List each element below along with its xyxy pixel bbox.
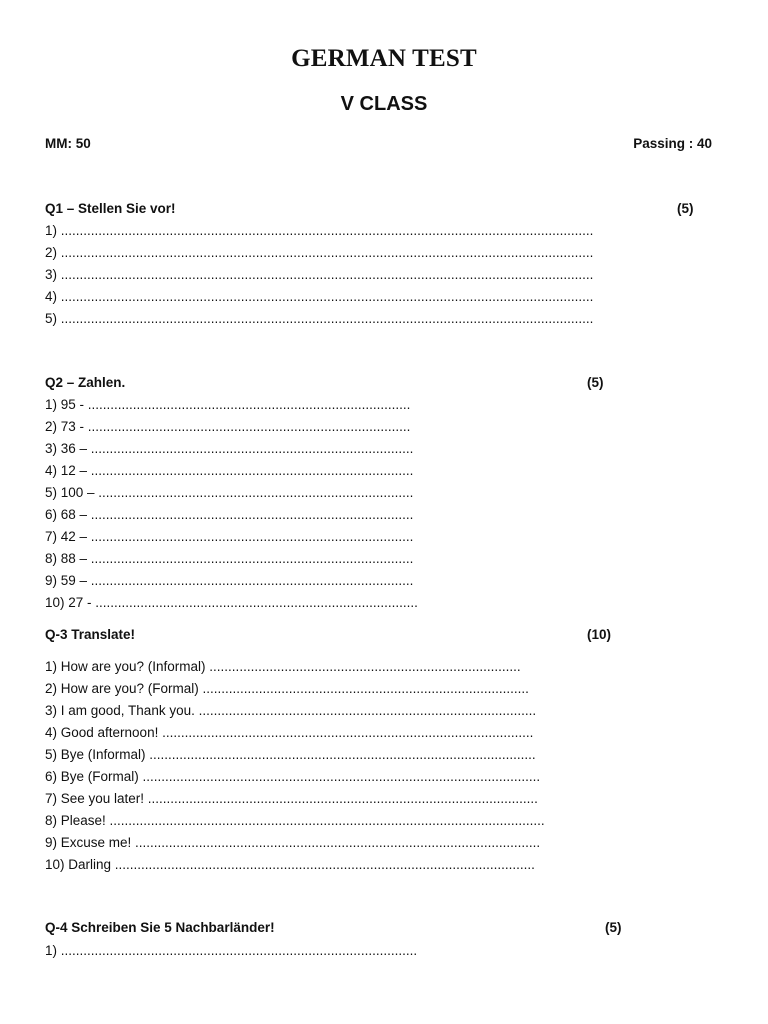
max-marks: MM: 50 (45, 136, 91, 151)
q3-answer-line[interactable]: 2) How are you? (Formal) ....................................................................................... (45, 681, 529, 696)
q2-answer-line[interactable]: 3) 36 – ...................................................................................... (45, 441, 414, 456)
q3-answer-line[interactable]: 7) See you later! ........................................................................................................ (45, 791, 538, 806)
q2-answer-line[interactable]: 6) 68 – ...................................................................................... (45, 507, 414, 522)
q4-marks: (5) (605, 920, 622, 935)
passing-marks: Passing : 40 (633, 136, 712, 151)
q2-answer-line[interactable]: 7) 42 – ...................................................................................... (45, 529, 414, 544)
q3-answer-line[interactable]: 8) Please! .................................................................................................................... (45, 813, 545, 828)
q2-answer-line[interactable]: 5) 100 – .................................................................................... (45, 485, 414, 500)
q2-answer-line[interactable]: 4) 12 – ...................................................................................... (45, 463, 414, 478)
q3-heading: Q-3 Translate! (45, 627, 136, 642)
q2-answer-line[interactable]: 8) 88 – ...................................................................................... (45, 551, 414, 566)
q1-answer-line[interactable]: 4) .............................................................................................................................................. (45, 289, 594, 304)
q3-answer-line[interactable]: 10) Darling ................................................................................................................ (45, 857, 535, 872)
q3-answer-line[interactable]: 1) How are you? (Informal) ................................................................................... (45, 659, 521, 674)
q4-heading: Q-4 Schreiben Sie 5 Nachbarländer! (45, 920, 275, 935)
class-subtitle: V CLASS (340, 93, 428, 115)
q3-marks: (10) (587, 627, 612, 642)
q3-answer-line[interactable]: 3) I am good, Thank you. .......................................................................................... (45, 703, 537, 718)
q1-heading: Q1 – Stellen Sie vor! (45, 201, 176, 216)
q2-marks: (5) (587, 375, 604, 390)
q2-answer-line[interactable]: 2) 73 - ...................................................................................... (45, 419, 411, 434)
q1-answer-line[interactable]: 2) .............................................................................................................................................. (45, 245, 594, 260)
q3-answer-line[interactable]: 4) Good afternoon! ................................................................................................... (45, 725, 534, 740)
test-title: GERMAN TEST (291, 45, 477, 72)
q3-answer-line[interactable]: 9) Excuse me! ............................................................................................................ (45, 835, 541, 850)
q2-heading: Q2 – Zahlen. (45, 375, 126, 390)
q2-answer-line[interactable]: 1) 95 - ...................................................................................... (45, 397, 411, 412)
q3-answer-line[interactable]: 5) Bye (Informal) ....................................................................................................... (45, 747, 536, 762)
q1-marks: (5) (677, 201, 694, 216)
q1-answer-line[interactable]: 3) .............................................................................................................................................. (45, 267, 594, 282)
q2-answer-line[interactable]: 9) 59 – ...................................................................................... (45, 573, 414, 588)
q3-answer-line[interactable]: 6) Bye (Formal) .......................................................................................................... (45, 769, 541, 784)
q1-answer-line[interactable]: 1) .............................................................................................................................................. (45, 223, 594, 238)
q2-answer-line[interactable]: 10) 27 - ...................................................................................... (45, 595, 418, 610)
q4-answer-line[interactable]: 1) ............................................................................................... (45, 943, 418, 958)
q1-answer-line[interactable]: 5) .............................................................................................................................................. (45, 311, 594, 326)
